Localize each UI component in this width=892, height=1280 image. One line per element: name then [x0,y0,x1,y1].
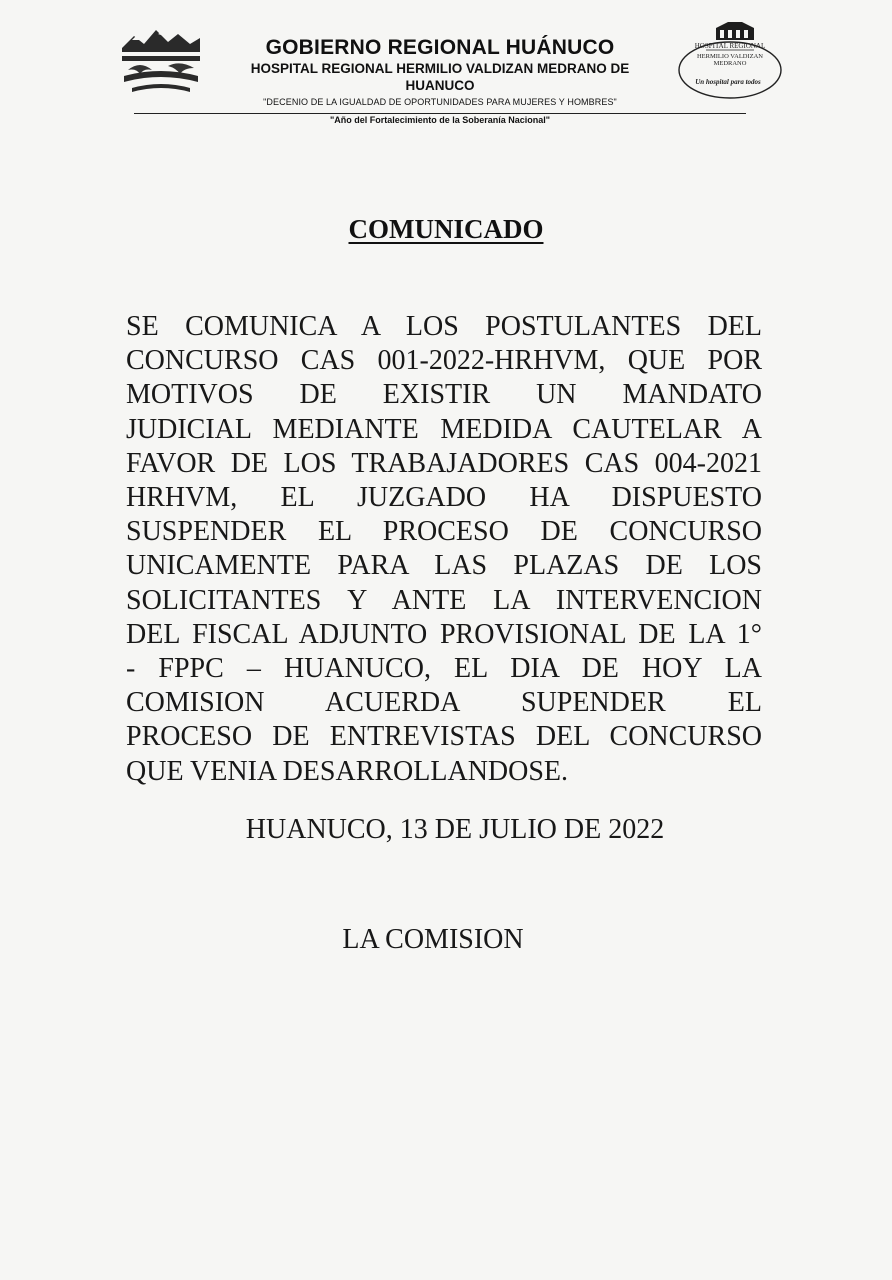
body-line: SE COMUNICA A LOS POSTULANTES DEL [126,311,762,342]
document-title: COMUNICADO [348,214,544,244]
body-line: QUE VENIA DESARROLLANDOSE. [126,755,569,787]
hospital-name-line2: HUANUCO [405,78,475,93]
hospital-logo-line1: HOSPITAL REGIONAL [694,42,766,50]
year-motto: "Año del Fortalecimiento de la Soberanía Nacional" [329,115,551,125]
hospital-logo-slogan: Un hospital para todos [695,78,761,86]
body-line: PROCESO DE ENTREVISTAS DEL CONCURSO [126,721,762,753]
body-line: HRHVM, EL JUZGADO HA DISPUESTO [126,482,762,514]
hospital-logo-line2: HERMILIO VALDIZAN [696,53,764,60]
body-line: UNICAMENTE PARA LAS PLAZAS DE LOS [126,550,762,582]
regional-government-logo [118,26,204,98]
body-line: - FPPC – HUANUCO, EL DIA DE HOY LA [126,653,762,685]
body-line: COMISION ACUERDA SUPENDER EL [126,687,762,719]
hospital-name-line1: HOSPITAL REGIONAL HERMILIO VALDIZAN MEDRANO DE [250,61,630,76]
body-line: JUDICIAL MEDIANTE MEDIDA CAUTELAR A [126,413,762,445]
institution-name: GOBIERNO REGIONAL HUÁNUCO [265,36,615,59]
header-divider [134,113,746,114]
body-line: FAVOR DE LOS TRABAJADORES CAS 004-2021 [126,447,762,479]
body-line: SOLICITANTES Y ANTE LA INTERVENCION [126,584,762,616]
letterhead [220,36,660,108]
body-line: MOTIVOS DE EXISTIR UN MANDATO [126,379,762,411]
communique-body [126,310,762,789]
body-line: SUSPENDER EL PROCESO DE CONCURSO [126,516,762,548]
hospital-logo-line3: MEDRANO [713,60,747,67]
signature-block: LA COMISION [342,924,524,955]
hospital-logo [676,18,784,102]
decenio-motto: "DECENIO DE LA IGUALDAD DE OPORTUNIDADES PARA MUJERES Y HOMBRES" [263,97,617,107]
body-line: CONCURSO CAS 001-2022-HRHVM, QUE POR [126,345,762,377]
document-date: HUANUCO, 13 DE JULIO DE 2022 [245,814,665,845]
body-line: DEL FISCAL ADJUNTO PROVISIONAL DE LA 1° [126,618,762,650]
